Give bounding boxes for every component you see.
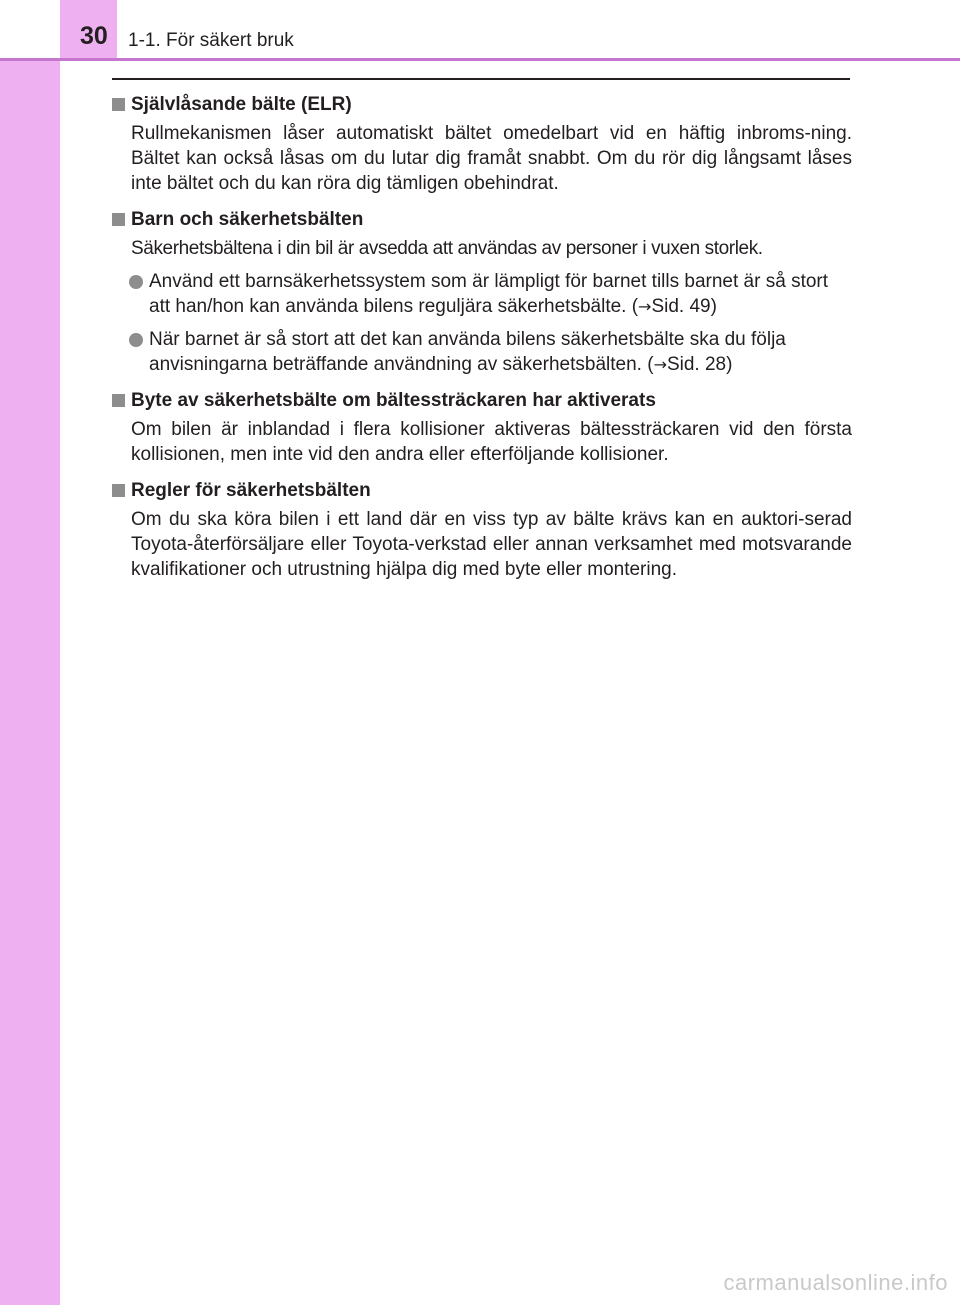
page-reference-link[interactable]: Sid. 28) — [666, 354, 733, 375]
arrow-right-icon: → — [638, 297, 652, 316]
heading-children-belts — [112, 207, 852, 232]
section-title: 1-1. För säkert bruk — [128, 30, 294, 51]
watermark: carmanualsonline.info — [723, 1270, 948, 1295]
content-top-rule — [112, 78, 850, 80]
list-item — [112, 327, 852, 377]
heading-text: Regler för säkerhetsbälten — [131, 480, 371, 501]
heading-text: Barn och säkerhetsbälten — [131, 209, 364, 230]
list-item-text: När barnet är så stort att det kan använda bilens säkerhetsbälte ska du följa anvisningarna beträffande användning av säkerhetsbälten. ( — [149, 329, 786, 375]
square-bullet-icon — [112, 394, 125, 407]
list-item — [112, 269, 852, 319]
square-bullet-icon — [112, 484, 125, 497]
page-reference-link[interactable]: Sid. 49) — [651, 296, 717, 317]
list-item-text: Använd ett barnsäkerhetssystem som är lämpligt för barnet tills barnet är så stort att han/hon kan använda bilens reguljära säkerhetsbälte. ( — [149, 271, 829, 317]
arrow-right-icon: → — [653, 355, 667, 374]
heading-text: Självlåsande bälte (ELR) — [131, 94, 352, 115]
square-bullet-icon — [112, 213, 125, 226]
paragraph: Om du ska köra bilen i ett land där en viss typ av bälte krävs kan en auktori-serad Toyota-återförsäljare eller Toyota-verkstad eller annan verksamhet med motsvarande kvalifikationer och utrustning hjälpa dig med byte eller montering. — [131, 509, 852, 580]
page-content — [112, 92, 852, 582]
circle-bullet-icon — [129, 275, 143, 289]
paragraph: Rullmekanismen låser automatiskt bältet omedelbart vid en häftig inbroms-ning. Bältet kan också låsas om du lutar dig framåt snabbt. Om du rör dig långsamt låses inte bältet och du kan röra dig tämligen obehindrat. — [131, 123, 852, 194]
square-bullet-icon — [112, 98, 125, 111]
circle-bullet-icon — [129, 333, 143, 347]
heading-belt-replacement — [112, 388, 852, 413]
header-rule — [0, 58, 960, 61]
paragraph: Säkerhetsbältena i din bil är avsedda att användas av personer i vuxen storlek. — [131, 238, 763, 259]
heading-self-locking-belt — [112, 92, 852, 117]
heading-belt-regulations — [112, 478, 852, 503]
side-color-band — [0, 0, 60, 1305]
heading-text: Byte av säkerhetsbälte om bältessträckaren har aktiverats — [131, 390, 656, 411]
page-number: 30 — [80, 22, 108, 50]
paragraph: Om bilen är inblandad i flera kollisioner aktiveras bältessträckaren vid den första kollisionen, men inte vid den andra eller efterföljande kollisioner. — [131, 419, 852, 465]
